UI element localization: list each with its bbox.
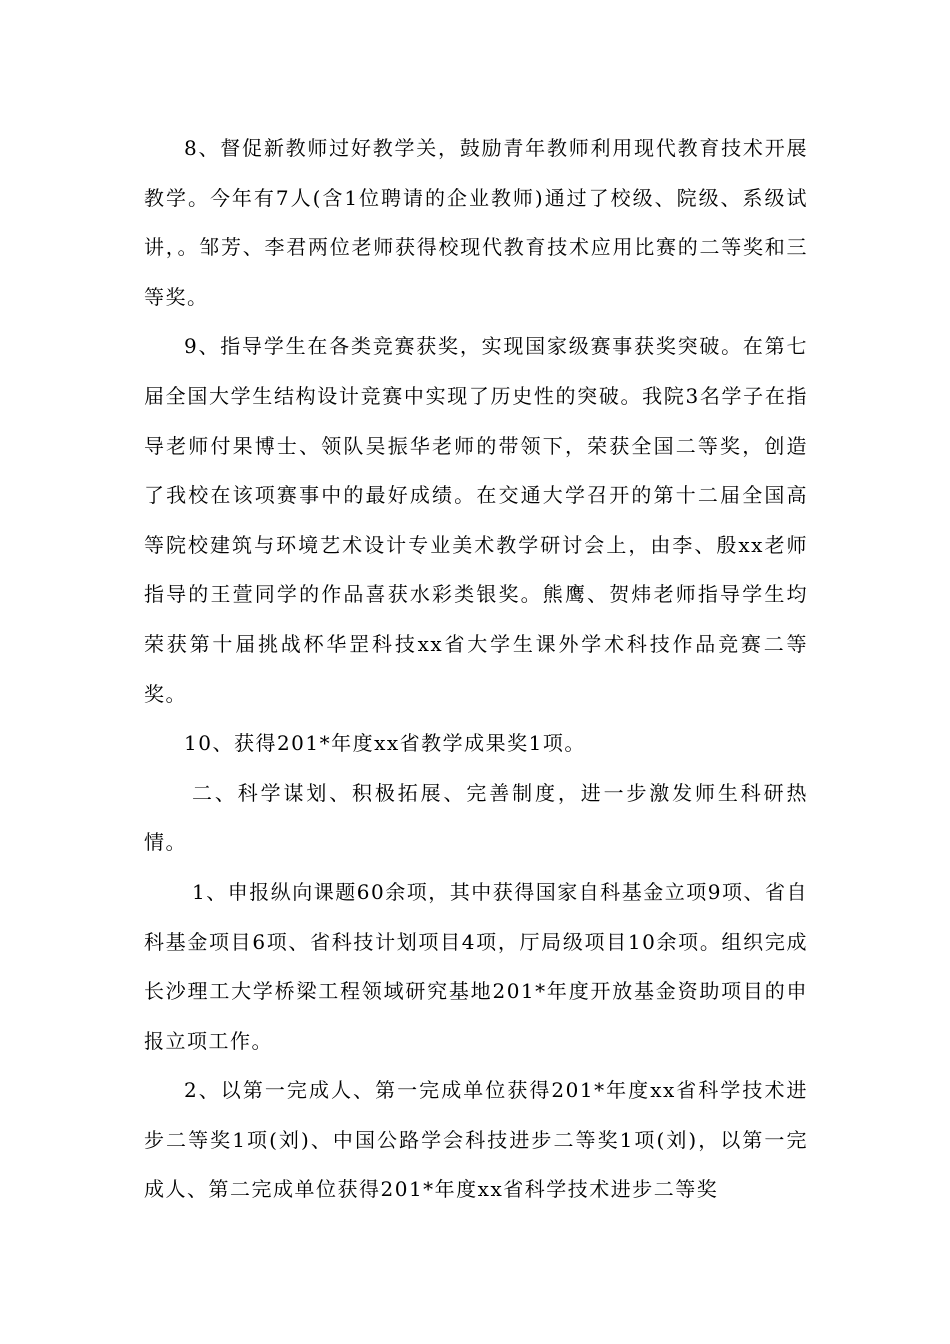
document-body bbox=[144, 124, 808, 1215]
paragraph-item-9: 9、指导学生在各类竞赛获奖，实现国家级赛事获奖突破。在第七届全国大学生结构设计竞赛中实现了历史性的突破。我院3名学子在指导老师付果博士、领队吴振华老师的带领下，荣获全国二等奖，创造了我校在该项赛事中的最好成绩。在交通大学召开的第十二届全国高等院校建筑与环境艺术设计专业美术教学研讨会上，由李、殷xx老师指导的王萱同学的作品喜获水彩类银奖。熊鹰、贺炜老师指导学生均荣获第十届挑战杯华罡科技xx省大学生课外学术科技作品竞赛二等奖。 bbox=[144, 334, 808, 706]
paragraph-item-1: 1、申报纵向课题60余项，其中获得国家自科基金立项9项、省自科基金项目6项、省科技计划项目4项，厅局级项目10余项。组织完成长沙理工大学桥梁工程领域研究基地201*年度开放基金资助项目的申报立项工作。 bbox=[144, 879, 808, 1053]
paragraph-item-10: 10、获得201*年度xx省教学成果奖1项。 bbox=[184, 731, 586, 756]
paragraph-item-8: 8、督促新教师过好教学关，鼓励青年教师利用现代教育技术开展教学。今年有7人(含1位聘请的企业教师)通过了校级、院级、系级试讲，。邹芳、李君两位老师获得校现代教育技术应用比赛的二等奖和三等奖。 bbox=[144, 136, 808, 309]
section-heading-two: 二、科学谋划、积极拓展、完善制度，进一步激发师生科研热情。 bbox=[144, 780, 808, 855]
paragraph-item-2: 2、以第一完成人、第一完成单位获得201*年度xx省科学技术进步二等奖1项(刘)、中国公路学会科技进步二等奖1项(刘)，以第一完成人、第二完成单位获得201*年度xx省科学技术进步二等奖 bbox=[144, 1078, 808, 1202]
